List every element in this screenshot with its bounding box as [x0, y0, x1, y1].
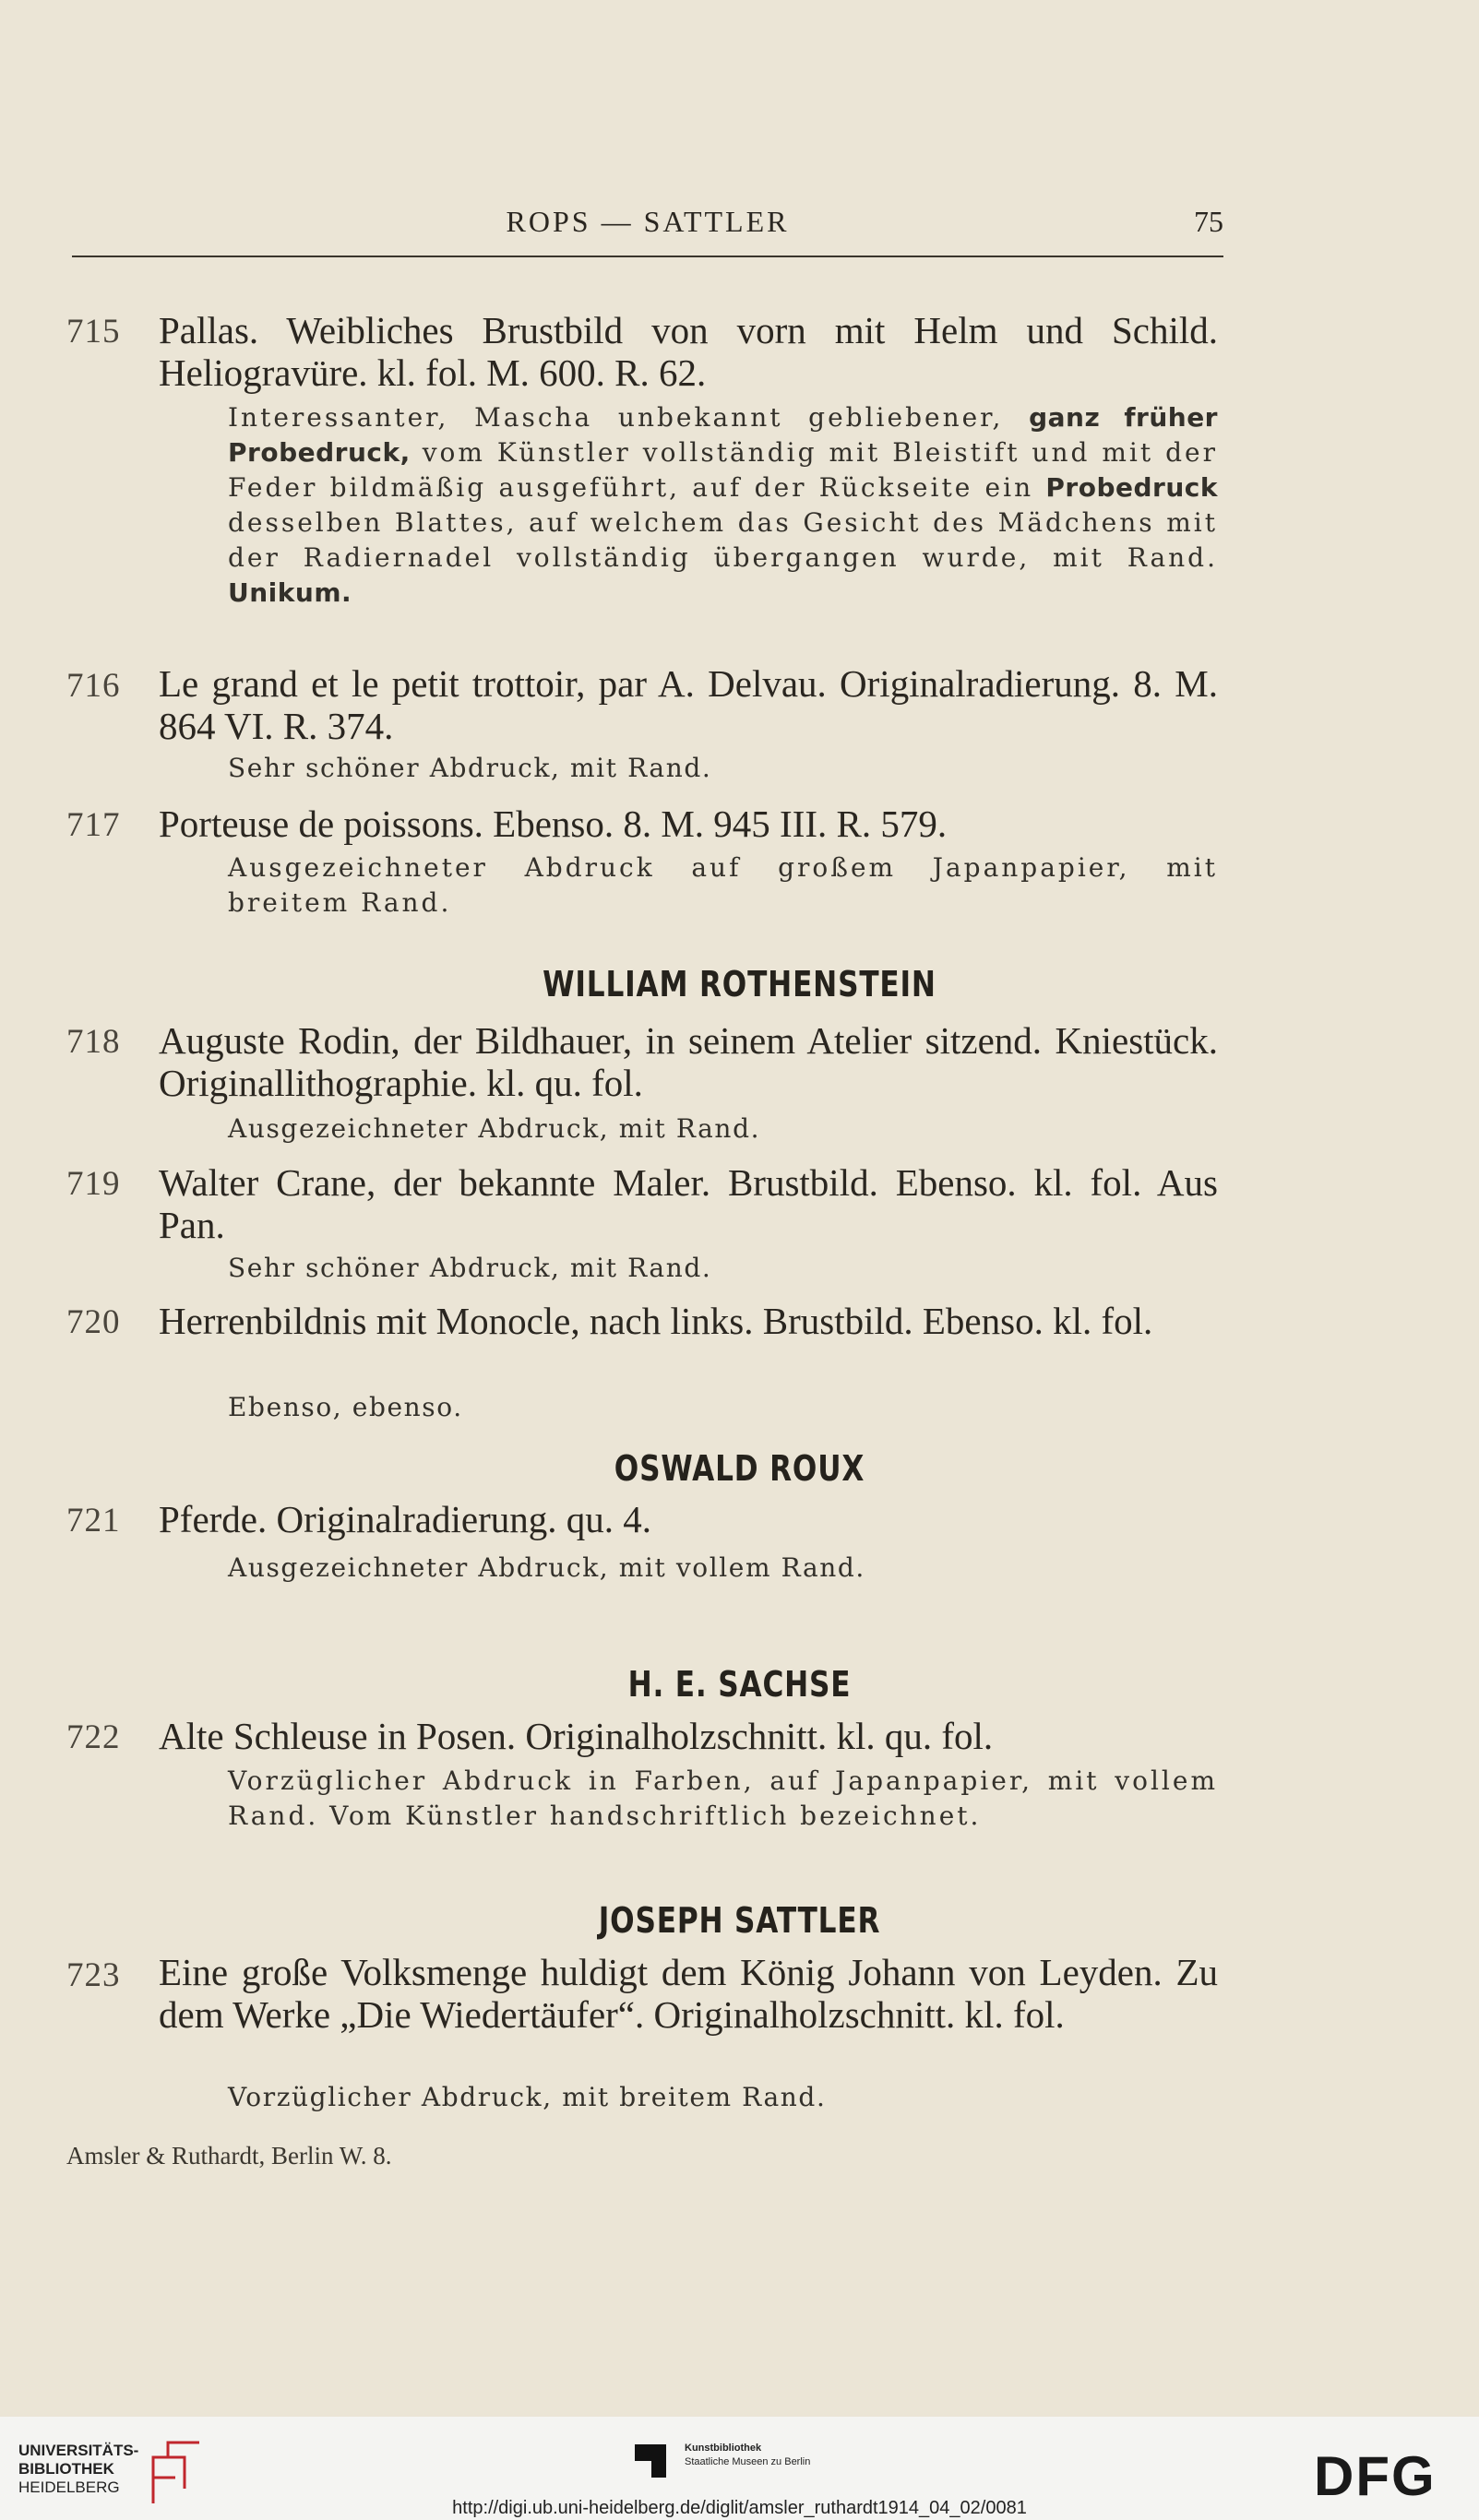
- dfg-logo: DFG: [1314, 2445, 1437, 2507]
- entry-description: Herrenbildnis mit Monocle, nach links. Brustbild. Ebenso. kl. fol.: [159, 1300, 1153, 1342]
- entry-description: Pferde. Originalradierung. qu. 4.: [159, 1498, 651, 1540]
- entry-note: Sehr schöner Abdruck, mit Rand.: [228, 753, 712, 783]
- artist-heading: H. E. SACHSE: [627, 1664, 852, 1705]
- entry-description: Le grand et le petit trottoir, par A. Delvau. Originalradierung. 8. M. 864 VI. R. 374.: [159, 662, 1218, 747]
- lot-number: 717: [66, 806, 121, 844]
- lot-number: 720: [66, 1303, 121, 1341]
- viewer-footer: [0, 2417, 1479, 2520]
- kunstbibliothek-logo-icon: [631, 2435, 677, 2481]
- lot-number: 721: [66, 1502, 121, 1539]
- entry-note: Vorzüglicher Abdruck in Farben, auf Japanpapier, mit vollem Rand. Vom Künstler handschriftlich bezeichnet.: [228, 1765, 1218, 1831]
- kunstbibliothek-name: Kunstbibliothek Staatliche Museen zu Berlin: [685, 2443, 811, 2467]
- entry-note: Interessanter, Mascha unbekannt gebliebener, ganz früher Probedruck, vom Künstler vollständig mit Bleistift und mit der Feder bildmäßig ausgeführt, auf der Rückseite ein Probedruck desselben Blattes, auf welchem das Gesicht des Mädchens mit der Radiernadel vollständig übergangen wurde, mit Rand. Unikum.: [228, 402, 1218, 608]
- entry-description: Walter Crane, der bekannte Maler. Brustbild. Ebenso. kl. fol. Aus Pan.: [159, 1161, 1218, 1246]
- lot-number: 718: [66, 1023, 121, 1061]
- entry-note: Ebenso, ebenso.: [228, 1392, 463, 1422]
- artist-heading: WILLIAM ROTHENSTEIN: [543, 964, 936, 1004]
- publisher-imprint: Amsler & Ruthardt, Berlin W. 8.: [66, 2142, 392, 2169]
- page-number: 75: [1194, 205, 1223, 238]
- artist-heading: JOSEPH SATTLER: [598, 1900, 881, 1941]
- lot-number: 723: [66, 1956, 121, 1994]
- entry-description: Pallas. Weibliches Brustbild von vorn mit Helm und Schild. Heliogravüre. kl. fol. M. 600. R. 62.: [159, 309, 1218, 394]
- entry-description: Porteuse de poissons. Ebenso. 8. M. 945 III. R. 579.: [159, 802, 948, 845]
- entry-description: Auguste Rodin, der Bildhauer, in seinem Atelier sitzend. Kniestück. Originallithographie. kl. qu. fol.: [159, 1019, 1218, 1104]
- entry-note: Vorzüglicher Abdruck, mit breitem Rand.: [228, 2082, 827, 2112]
- running-title: ROPS — SATTLER: [506, 205, 790, 238]
- entry-description: Alte Schleuse in Posen. Originalholzschnitt. kl. qu. fol.: [159, 1715, 994, 1757]
- permalink-url[interactable]: http://digi.ub.uni-heidelberg.de/diglit/amsler_ruthardt1914_04_02/0081: [452, 2498, 1027, 2518]
- running-header: [72, 205, 1223, 242]
- header-rule: [72, 256, 1223, 257]
- entry-note: Sehr schöner Abdruck, mit Rand.: [228, 1253, 712, 1283]
- lot-number: 719: [66, 1165, 121, 1203]
- university-library-logo-icon: [148, 2433, 205, 2507]
- entry-note: Ausgezeichneter Abdruck auf großem Japanpapier, mit breitem Rand.: [228, 852, 1218, 918]
- lot-number: 715: [66, 313, 121, 351]
- entry-description: Eine große Volksmenge huldigt dem König Johann von Leyden. Zu dem Werke „Die Wiedertäufer“. Originalholzschnitt. kl. fol.: [159, 1951, 1218, 2036]
- entry-note: Ausgezeichneter Abdruck, mit Rand.: [228, 1113, 761, 1144]
- lot-number: 722: [66, 1718, 121, 1756]
- lot-number: 716: [66, 667, 121, 705]
- artist-heading: OSWALD ROUX: [614, 1448, 865, 1489]
- entry-note: Ausgezeichneter Abdruck, mit vollem Rand.: [228, 1552, 865, 1583]
- university-library-name: UNIVERSITÄTS- BIBLIOTHEK HEIDELBERG: [18, 2442, 139, 2496]
